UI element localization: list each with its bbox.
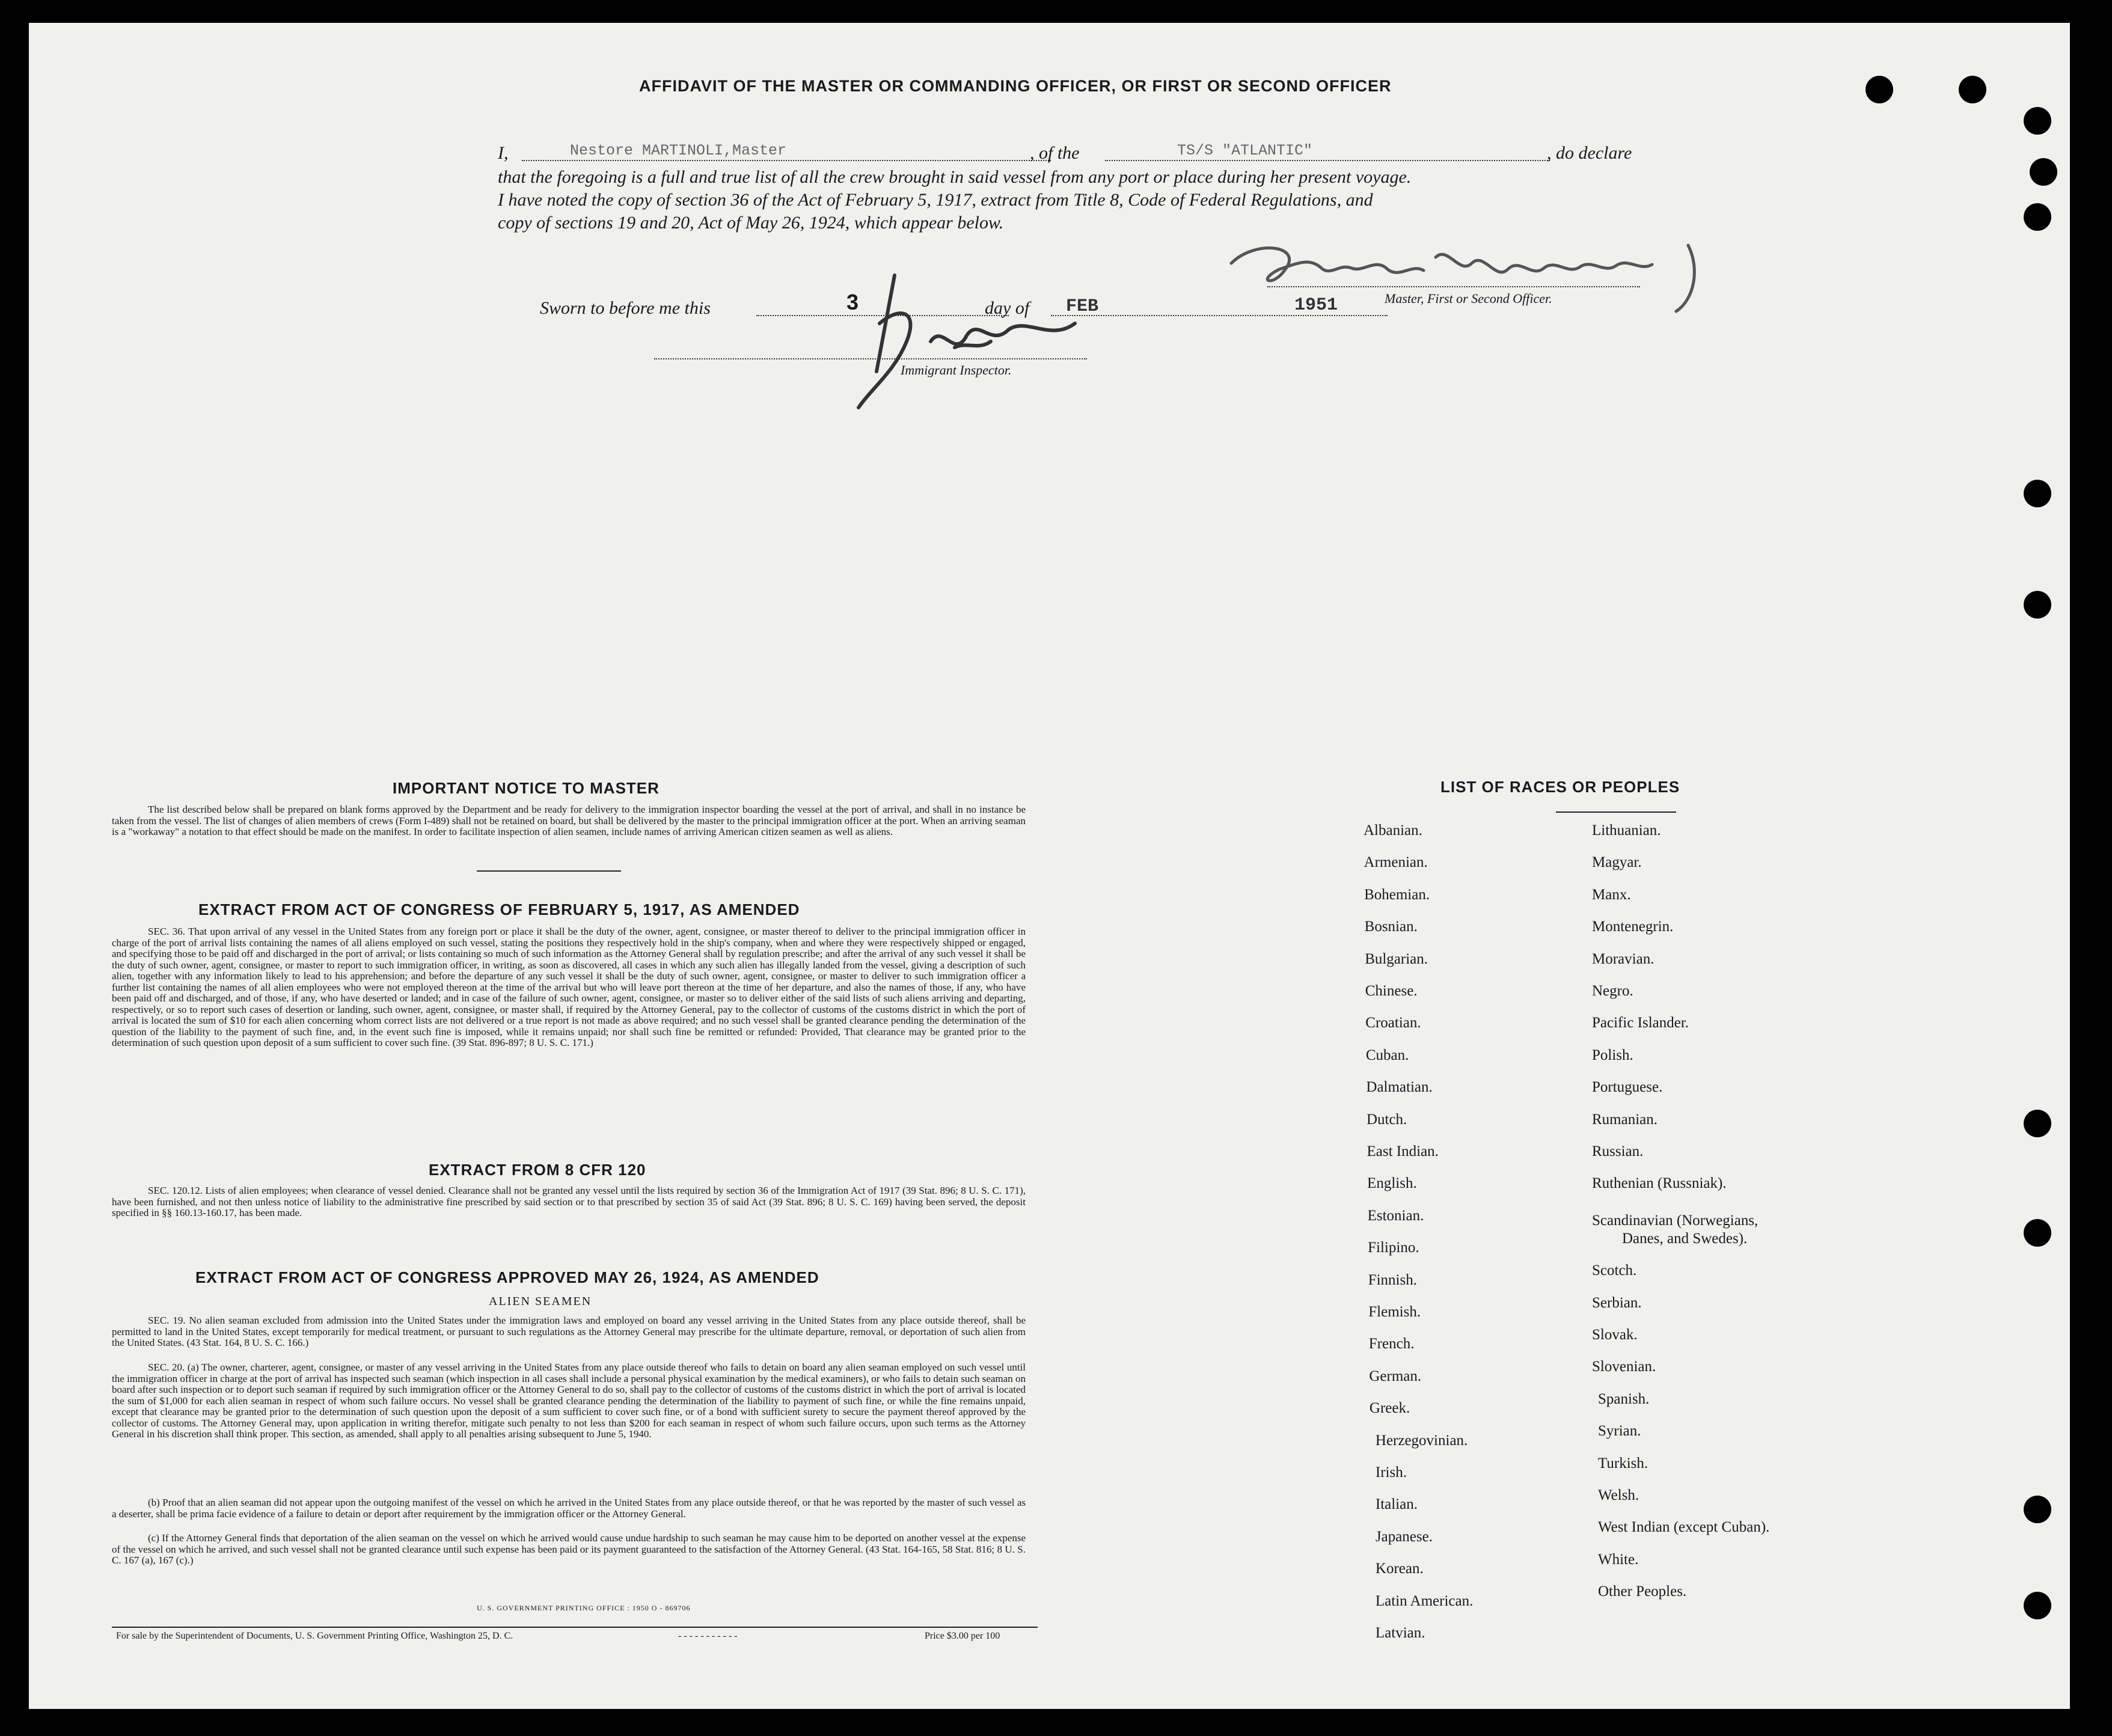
race-item: Dalmatian. <box>1366 1079 1433 1096</box>
race-item: Armenian. <box>1364 854 1428 871</box>
do-declare-label: , do declare <box>1547 143 1632 163</box>
race-item: Slovak. <box>1592 1327 1638 1343</box>
affidavit-body-line-1: that the foregoing is a full and true list of all the crew brought in said vessel from any port or place during her present voyage. <box>498 167 1412 187</box>
notice-title: IMPORTANT NOTICE TO MASTER <box>393 779 660 797</box>
punch-hole <box>2024 203 2051 231</box>
race-item: Croatian. <box>1365 1015 1421 1032</box>
inspector-signature <box>834 251 1111 414</box>
punch-hole <box>2024 1592 2051 1619</box>
extract-1917-title: EXTRACT FROM ACT OF CONGRESS OF FEBRUARY 5, 1917, AS AMENDED <box>198 900 800 918</box>
punch-hole <box>2024 1496 2051 1523</box>
race-item: Serbian. <box>1592 1294 1642 1311</box>
race-item: Irish. <box>1375 1464 1407 1481</box>
race-item: Montenegrin. <box>1592 918 1674 935</box>
extract-1924-sec19: SEC. 19. No alien seaman excluded from admission into the United States under the immigration laws and employed on board any vessel arriving in the United States from any place outside thereof, shall be permitted to land in the United States, except temporarily for medical treatment, or pursuant to such regulations as the Attorney General may prescribe for the ultimate departure, removal, or deportation of such alien from the United States. (43 Stat. 164, 8 U. S. C. 166.) <box>112 1315 1026 1348</box>
race-item: West Indian (except Cuban). <box>1598 1519 1770 1536</box>
extract-cfr-body: SEC. 120.12. Lists of alien employees; when clearance of vessel denied. Clearance shall not be granted any vessel until the lists required by section 36 of the Immigration Act of 1917 (39 Stat. 896; 8 U. S. C. 171), have been furnished, and not then unless notice of liability to the administrative fine prescribed by said section or to that prescribed by section 35 of said Act (39 Stat. 896; 8 U. S. C. 169) having been served, the deposit specified in §§ 160.13-160.17, has been made. <box>112 1185 1026 1218</box>
race-item: French. <box>1368 1336 1415 1352</box>
race-item: Flemish. <box>1368 1304 1421 1320</box>
day-of-label: day of <box>985 298 1030 318</box>
race-item: Latvian. <box>1375 1625 1425 1641</box>
affidavit-body-line-2: I have noted the copy of section 36 of the Act of February 5, 1917, extract from Title 8, Code of Federal Regulations, and <box>498 190 1373 210</box>
sale-line: For sale by the Superintendent of Documents, U. S. Government Printing Office, Washington 25, D. C. <box>116 1631 513 1641</box>
footer-rule <box>112 1627 1038 1628</box>
punch-hole <box>2024 591 2051 619</box>
race-item: Bosnian. <box>1364 918 1418 935</box>
race-item: Negro. <box>1592 983 1633 999</box>
race-item: Scandinavian (Norwegians, <box>1592 1212 1758 1229</box>
extract-1924-subtitle: ALIEN SEAMEN <box>489 1295 592 1308</box>
race-item: Moravian. <box>1592 950 1654 967</box>
race-item: German. <box>1369 1368 1422 1384</box>
race-item: Manx. <box>1592 886 1631 903</box>
affidavit-title: AFFIDAVIT OF THE MASTER OR COMMANDING OFFICER, OR FIRST OR SECOND OFFICER <box>639 77 1392 95</box>
race-item: Spanish. <box>1598 1390 1650 1407</box>
race-item: Portuguese. <box>1592 1079 1663 1096</box>
punch-hole <box>1866 76 1893 103</box>
extract-1924-sec20c: (c) If the Attorney General finds that deportation of the alien seaman on the vessel on which he arrived would cause undue hardship to such seaman he may cause him to be deported on another vessel at the expense of the vessel on which he arrived, and such vessel shall not be granted clearance until such expense has been paid or its payment guaranteed to the satisfaction of the Attorney General. (43 Stat. 164-165, 58 Stat. 816; 8 U. S. C. 167 (a), 167 (c).) <box>112 1532 1026 1566</box>
sworn-day-field: 3 <box>846 290 859 314</box>
inspector-caption: Immigrant Inspector. <box>901 362 1012 377</box>
race-item: Korean. <box>1375 1560 1424 1577</box>
race-item: Scotch. <box>1592 1262 1637 1279</box>
race-item: Slovenian. <box>1592 1359 1656 1375</box>
race-item: East Indian. <box>1367 1143 1439 1160</box>
race-item: English. <box>1367 1175 1417 1192</box>
punch-hole <box>2024 480 2051 507</box>
race-item: Finnish. <box>1368 1271 1417 1288</box>
punch-hole <box>2024 107 2051 135</box>
vessel-name-line <box>1105 160 1550 161</box>
extract-1917-body: SEC. 36. That upon arrival of any vessel in the United States from any foreign port or place it shall be the duty of the owner, agent, consignee, or master thereof to deliver to the principal immigration officer in charge of the port of arrival lists containing the names of all aliens employed on such vessel, stating the positions they respectively hold in the ship's company, when and where they were respectively shipped or engaged, and specifying those to be paid off and discharged in the port of arrival; or lists containing so much of such information as the Attorney General shall by regulation prescribe; and after the arrival of any such vessel it shall be the duty of such owner, agent, consignee, or master to report to such immigration officer, in writing, as soon as discovered, all cases in which any such alien has illegally landed from the vessel, giving a description of such alien, together with any information likely to lead to his apprehension; and before the departure of any such vessel it shall be the duty of such owner, agent, consignee, or master to deliver to such immigration officer a further list containing the names of all alien employees who were not employed thereon at the time of the arrival but who will leave port thereon at the time of her departure, and also the names of those, if any, who have been paid off and discharged, and of those, if any, who have deserted or landed; and in case of the failure of such owner, agent, consignee, or master so to deliver either of the said lists of such aliens arriving and departing, respectively, or so to report such cases of desertion or landing, such owner, agent, consignee, or master shall, if required by the Attorney General, pay to the collector of customs of the customs district in which the port of arrival is located the sum of $10 for each alien concerning whom correct lists are not delivered or a true report is not made as above required; and no such vessel shall be granted clearance pending the determination of the question of the liability to the payment of such fine, and, in the event such fine is imposed, while it remains unpaid; nor shall such fine be remitted or refunded: Provided, That clearance may be granted prior to the determination of such question upon deposit of a sum sufficient to cover such fine. (39 Stat. 896-897; 8 U. S. C. 171.) <box>112 926 1026 1048</box>
race-item: Bulgarian. <box>1365 950 1428 967</box>
race-item: Russian. <box>1592 1143 1644 1160</box>
sworn-label: Sworn to before me this <box>540 298 711 318</box>
race-item: Pacific Islander. <box>1592 1015 1689 1032</box>
race-item: Dutch. <box>1366 1111 1407 1128</box>
race-item: Cuban. <box>1365 1047 1409 1063</box>
master-signature-caption: Master, First or Second Officer. <box>1385 291 1552 306</box>
race-item: Syrian. <box>1598 1423 1641 1440</box>
race-item: Italian. <box>1375 1496 1418 1513</box>
race-item: Ruthenian (Russniak). <box>1592 1175 1727 1192</box>
race-item: Albanian. <box>1364 822 1422 839</box>
race-item: Estonian. <box>1367 1207 1424 1224</box>
master-name-line <box>522 160 1051 161</box>
extract-cfr-title: EXTRACT FROM 8 CFR 120 <box>429 1161 646 1179</box>
notice-divider <box>477 870 621 872</box>
race-item: White. <box>1598 1551 1639 1568</box>
race-item: Japanese. <box>1375 1528 1433 1545</box>
race-item: Greek. <box>1369 1400 1410 1417</box>
extract-1924-sec20b: (b) Proof that an alien seaman did not appear upon the outgoing manifest of the vessel on which he arrived in the United States from any place outside thereof, or that he was reported by the master of such vessel as a deserter, shall be prima facie evidence of a failure to detain or deport after requirement by the immigration officer or the Attorney General. <box>112 1497 1026 1520</box>
footer-dashes: - - - - - - - - - - - <box>678 1631 738 1641</box>
master-name-field: Nestore MARTINOLI,Master <box>570 142 787 159</box>
affidavit-body-line-3: copy of sections 19 and 20, Act of May 26, 1924, which appear below. <box>498 213 1004 233</box>
gpo-line: U. S. GOVERNMENT PRINTING OFFICE : 1950 O - 869706 <box>477 1604 691 1612</box>
vessel-name-field: TS/S "ATLANTIC" <box>1177 142 1313 159</box>
race-item: Herzegovinian. <box>1375 1432 1468 1449</box>
race-item: Rumanian. <box>1592 1111 1658 1128</box>
race-item: Magyar. <box>1592 854 1642 871</box>
punch-hole <box>2030 158 2057 186</box>
race-item: Turkish. <box>1598 1455 1648 1472</box>
of-the-label: , of the <box>1030 143 1080 163</box>
sworn-month-field: FEB <box>1066 296 1099 317</box>
i-label: I, <box>498 143 509 163</box>
master-signature-line <box>1267 286 1640 287</box>
extract-1924-title: EXTRACT FROM ACT OF CONGRESS APPROVED MAY 26, 1924, AS AMENDED <box>195 1268 819 1286</box>
races-divider <box>1556 811 1676 813</box>
sworn-year-field: 1951 <box>1294 295 1338 316</box>
race-item: Latin American. <box>1375 1592 1474 1609</box>
punch-hole <box>2024 1110 2051 1137</box>
extract-1924-sec20a: SEC. 20. (a) The owner, charterer, agent, consignee, or master of any vessel arriving in the United States from any place outside thereof who fails to detain on board any alien seaman employed on such vessel until the immigration officer in charge at the port of arrival has inspected such seaman (which inspection in all cases shall include a personal physical examination by the medical examiners), or who fails to detain such seaman on board after such inspection or to deport such seaman if required by such immigration officer or the Attorney General to do so, shall pay to the collector of customs of the customs district in which the port of arrival is located the sum of $1,000 for each alien seaman in respect of whom such failure occurs. No vessel shall be granted clearance pending the determination of the liability to payment of such fine, or while the fine remains unpaid, except that clearance may be granted prior to the determination of such question upon the deposit of a sum sufficient to cover such fine, or of a bond with sufficient surety to secure the payment thereof approved by the collector of customs. The Attorney General may, upon application in writing therefor, mitigate such penalty to not less than $200 for each seaman in respect of whom such failure occurs, upon such terms as the Attorney General in his discretion shall think proper. This section, as amended, shall apply to all penalties arising subsequent to June 5, 1940. <box>112 1362 1026 1440</box>
race-item: Danes, and Swedes). <box>1622 1230 1748 1247</box>
document-page <box>29 23 2070 1709</box>
race-item: Filipino. <box>1368 1239 1419 1256</box>
race-item: Chinese. <box>1365 983 1418 999</box>
punch-hole <box>1959 76 1986 103</box>
race-item: Other Peoples. <box>1598 1583 1687 1600</box>
race-item: Welsh. <box>1598 1487 1639 1503</box>
inspector-signature-line <box>654 358 1087 359</box>
race-item: Bohemian. <box>1364 886 1430 903</box>
notice-body: The list described below shall be prepared on blank forms approved by the Department and be ready for delivery to the immigration inspector boarding the vessel at the port of arrival, and shall in no instance be taken from the vessel. The list of changes of alien members of crews (Form I-489) shall not be retained on board, but shall be delivered by the master to the principal immigration officer at the port. When an arriving seaman is a "workaway" a notation to that effect should be made on the manifest. In order to facilitate inspection of alien seamen, include names of arriving American citizen seamen as well as aliens. <box>112 804 1026 837</box>
footer-price: Price $3.00 per 100 <box>925 1631 1000 1641</box>
punch-hole <box>2024 1219 2051 1247</box>
races-title: LIST OF RACES OR PEOPLES <box>1440 778 1680 796</box>
race-item: Polish. <box>1592 1047 1633 1063</box>
race-item: Lithuanian. <box>1592 822 1661 839</box>
